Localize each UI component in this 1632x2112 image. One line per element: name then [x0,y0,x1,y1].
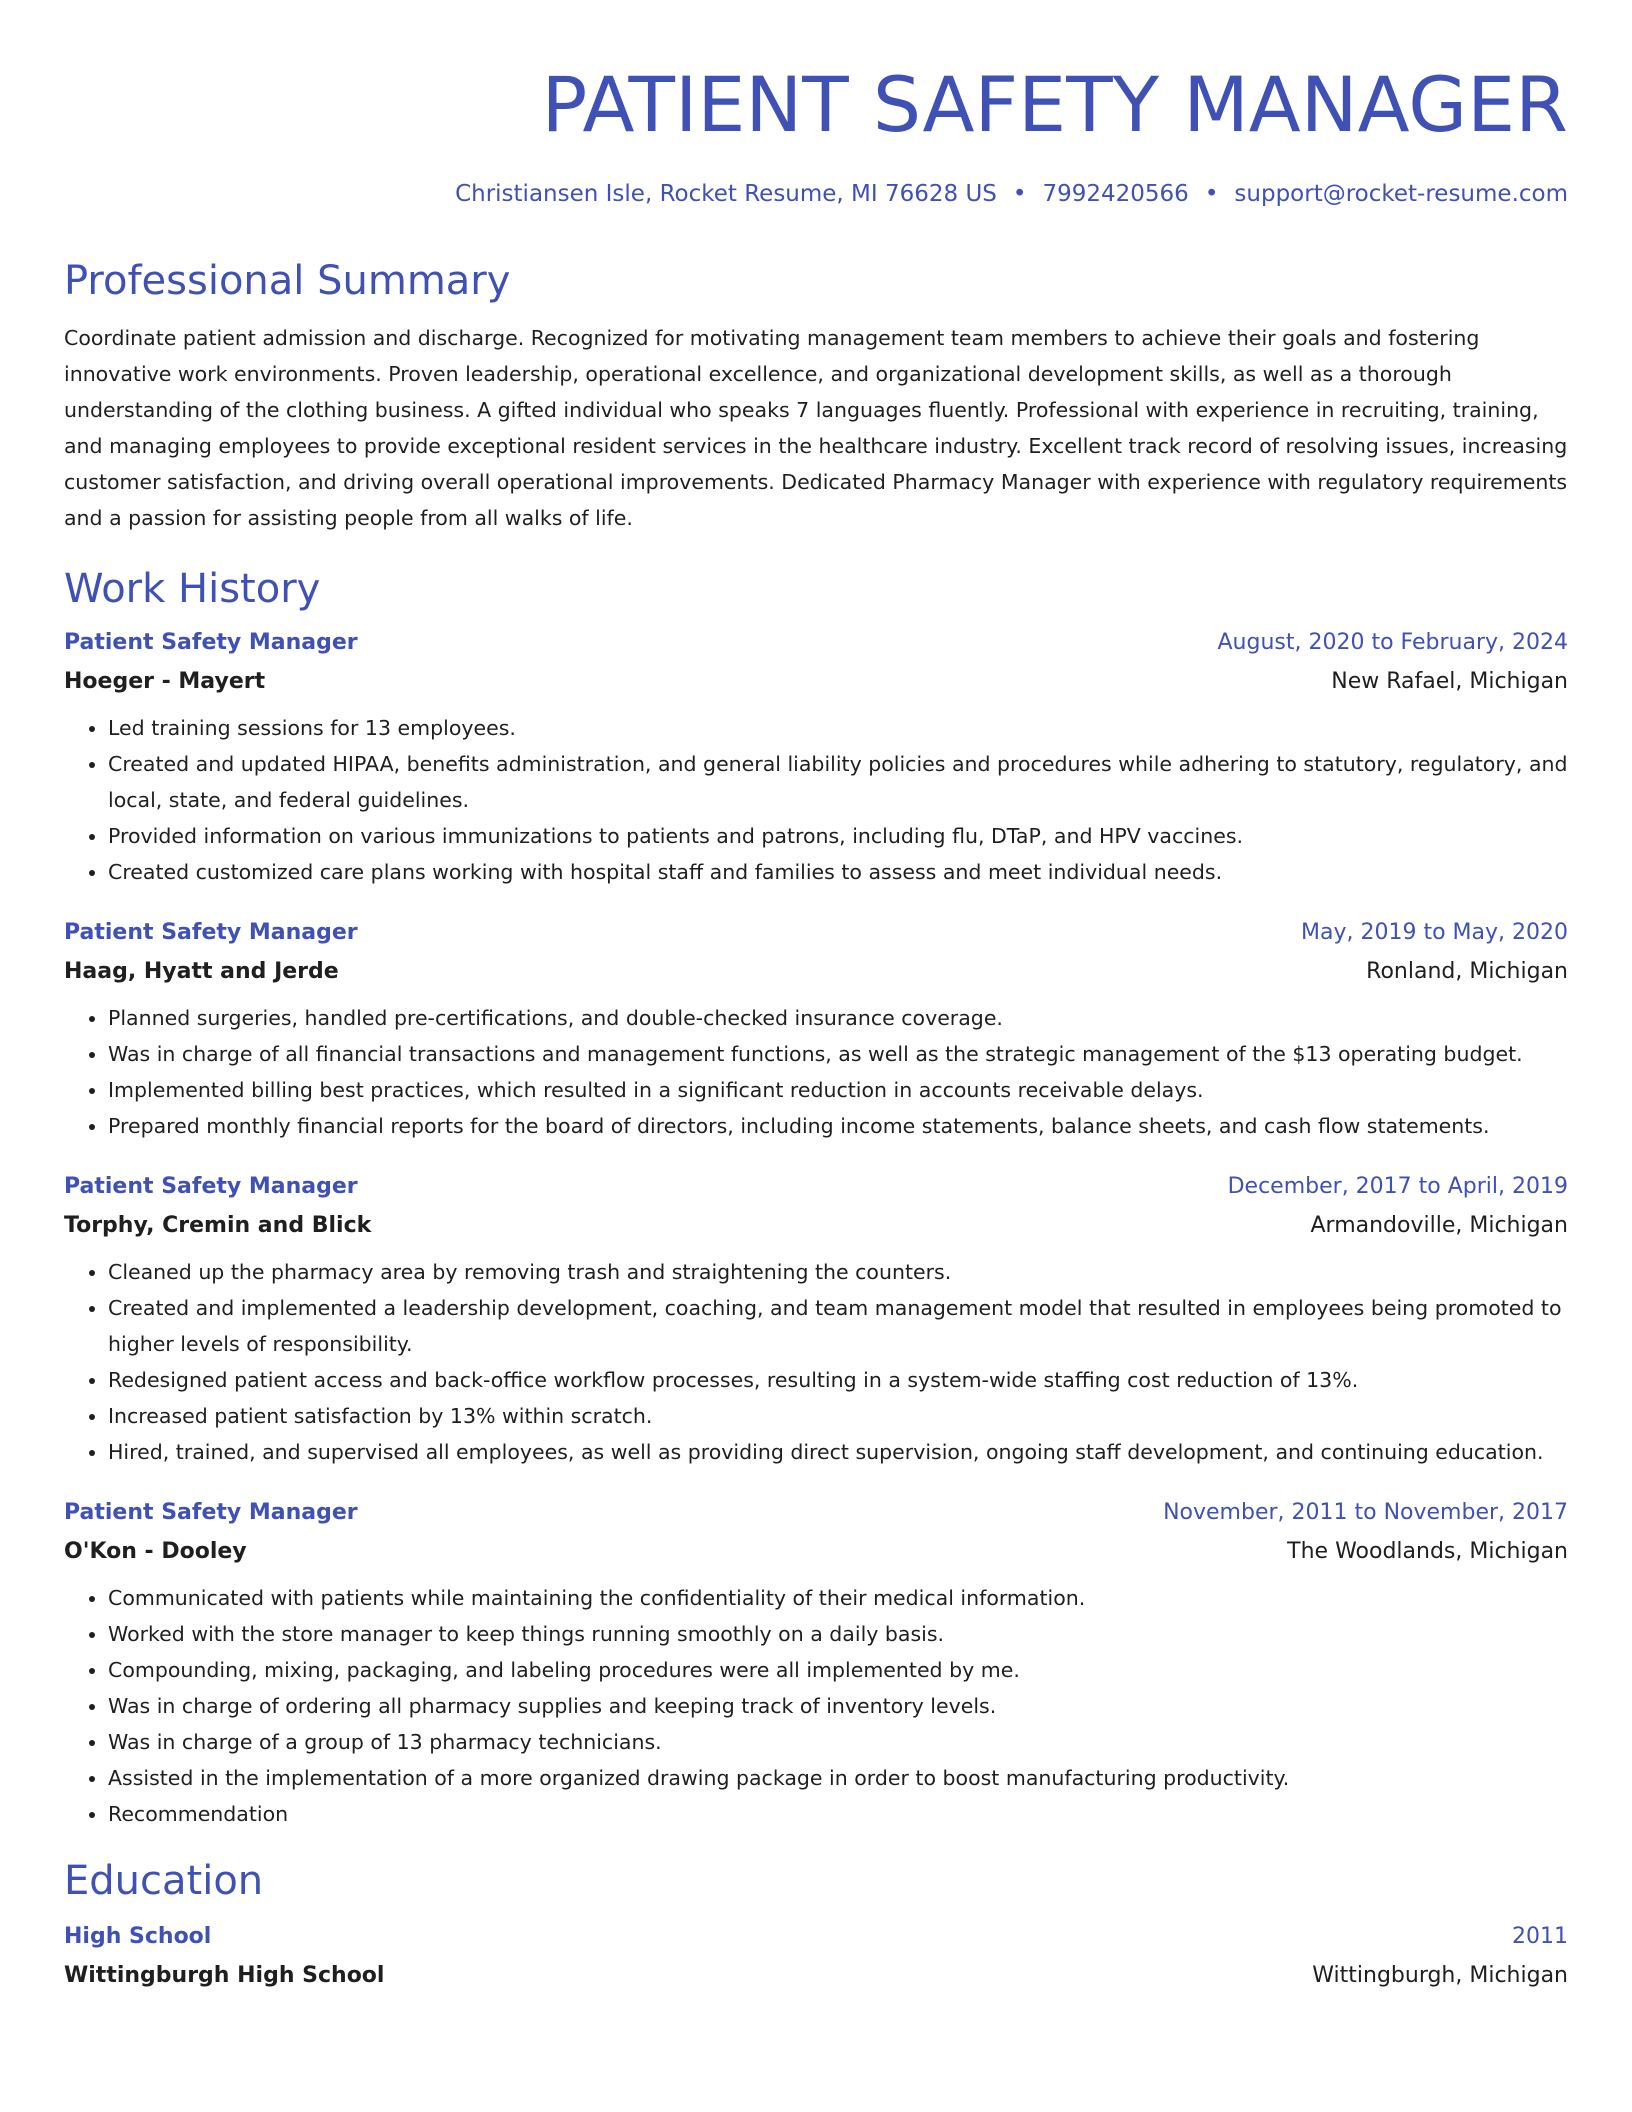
job-bullets [64,710,1568,890]
job-bullet: • Led training sessions for 13 employees. [108,710,1568,746]
job-dates: December, 2017 to April, 2019 [1227,1174,1568,1199]
job-bullet: • Communicated with patients while maintaining the confidentiality of their medical information. [108,1580,1568,1616]
job-location: Ronland, Michigan [1366,959,1568,984]
job-bullet: • Provided information on various immunizations to patients and patrons, including flu, DTaP, and HPV vaccines. [108,818,1568,854]
job-bullet: • Was in charge of ordering all pharmacy supplies and keeping track of inventory levels. [108,1688,1568,1724]
job-bullet: • Compounding, mixing, packaging, and labeling procedures were all implemented by me. [108,1652,1568,1688]
job-bullet: • Created and updated HIPAA, benefits administration, and general liability policies and procedures while adhering to statutory, regulatory, and local, state, and federal guidelines. [108,746,1568,818]
education-location: Wittingburgh, Michigan [1312,1963,1568,1988]
education-header-row [64,1918,1568,1956]
education-heading: Education [64,1858,264,1904]
job-bullet: • Worked with the store manager to keep things running smoothly on a daily basis. [108,1616,1568,1652]
job-entry [64,1494,1568,1832]
job-company: Hoeger - Mayert [64,669,266,694]
job-entry [64,624,1568,890]
job-company-row [64,1206,1568,1246]
education-entry [64,1918,1568,1996]
contact-separator: • [1204,181,1219,207]
job-bullet: • Redesigned patient access and back-office workflow processes, resulting in a system-wide staffing cost reduction of 13%. [108,1362,1568,1398]
job-location: Armandoville, Michigan [1310,1213,1568,1238]
resume-page [64,50,1568,1996]
job-company-row [64,952,1568,992]
summary-heading: Professional Summary [64,258,511,304]
job-company-row [64,1532,1568,1572]
job-entry [64,914,1568,1144]
contact-separator: • [1012,181,1027,207]
job-title: Patient Safety Manager [64,1500,358,1525]
job-location: The Woodlands, Michigan [1287,1539,1568,1564]
job-bullet: • Cleaned up the pharmacy area by removing trash and straightening the counters. [108,1254,1568,1290]
job-header-row [64,624,1568,662]
job-title: Patient Safety Manager [64,920,358,945]
job-bullets [64,1254,1568,1470]
job-header-row [64,1168,1568,1206]
job-bullet: • Created and implemented a leadership development, coaching, and team management model that resulted in employees being promoted to higher levels of responsibility. [108,1290,1568,1362]
job-bullet: • Was in charge of all financial transactions and management functions, as well as the strategic management of the $13 operating budget. [108,1036,1568,1072]
job-title: Patient Safety Manager [64,1174,358,1199]
job-bullet: • Was in charge of a group of 13 pharmacy technicians. [108,1724,1568,1760]
job-dates: May, 2019 to May, 2020 [1301,920,1568,945]
job-bullet: • Prepared monthly financial reports for the board of directors, including income statements, balance sheets, and cash flow statements. [108,1108,1568,1144]
job-bullet: • Created customized care plans working with hospital staff and families to assess and meet individual needs. [108,854,1568,890]
job-bullet: • Hired, trained, and supervised all employees, as well as providing direct supervision, ongoing staff development, and continuing education. [108,1434,1568,1470]
job-header-row [64,1494,1568,1532]
education-school: Wittingburgh High School [64,1963,385,1988]
job-bullets [64,1580,1568,1832]
job-company: Torphy, Cremin and Blick [64,1213,372,1238]
work-history-heading: Work History [64,566,321,612]
job-bullet: • Implemented billing best practices, which resulted in a significant reduction in accounts receivable delays. [108,1072,1568,1108]
job-company: Haag, Hyatt and Jerde [64,959,339,984]
education-school-row [64,1956,1568,1996]
contact-address: Christiansen Isle, Rocket Resume, MI 76628 US [455,181,997,207]
education-degree: High School [64,1924,212,1949]
contact-line [64,176,1568,212]
job-bullet: • Assisted in the implementation of a more organized drawing package in order to boost manufacturing productivity. [108,1760,1568,1796]
job-location: New Rafael, Michigan [1331,669,1568,694]
job-bullet: • Recommendation [108,1796,1568,1832]
job-title: Patient Safety Manager [64,630,358,655]
job-header-row [64,914,1568,952]
contact-email: support@rocket-resume.com [1234,181,1568,207]
job-company: O'Kon - Dooley [64,1539,247,1564]
resume-name: PATIENT SAFETY MANAGER [541,60,1568,149]
contact-phone: 7992420566 [1042,181,1189,207]
job-company-row [64,662,1568,702]
job-dates: August, 2020 to February, 2024 [1217,630,1568,655]
education-year: 2011 [1512,1924,1568,1949]
job-bullet: • Planned surgeries, handled pre-certifications, and double-checked insurance coverage. [108,1000,1568,1036]
job-dates: November, 2011 to November, 2017 [1163,1500,1568,1525]
job-entry [64,1168,1568,1470]
summary-text: Coordinate patient admission and discharge. Recognized for motivating management team members to achieve their goals and fostering innovative work environments. Proven leadership, operational excellence, and organizational development skills, as well as a thorough understanding of the clothing business. A gifted individual who speaks 7 languages fluently. Professional with experience in recruiting, training, and managing employees to provide exceptional resident services in the healthcare industry. Excellent track record of resolving issues, increasing customer satisfaction, and driving overall operational improvements. Dedicated Pharmacy Manager with experience with regulatory requirements and a passion for assisting people from all walks of life. [64,326,1568,530]
job-bullets [64,1000,1568,1144]
job-bullet: • Increased patient satisfaction by 13% within scratch. [108,1398,1568,1434]
